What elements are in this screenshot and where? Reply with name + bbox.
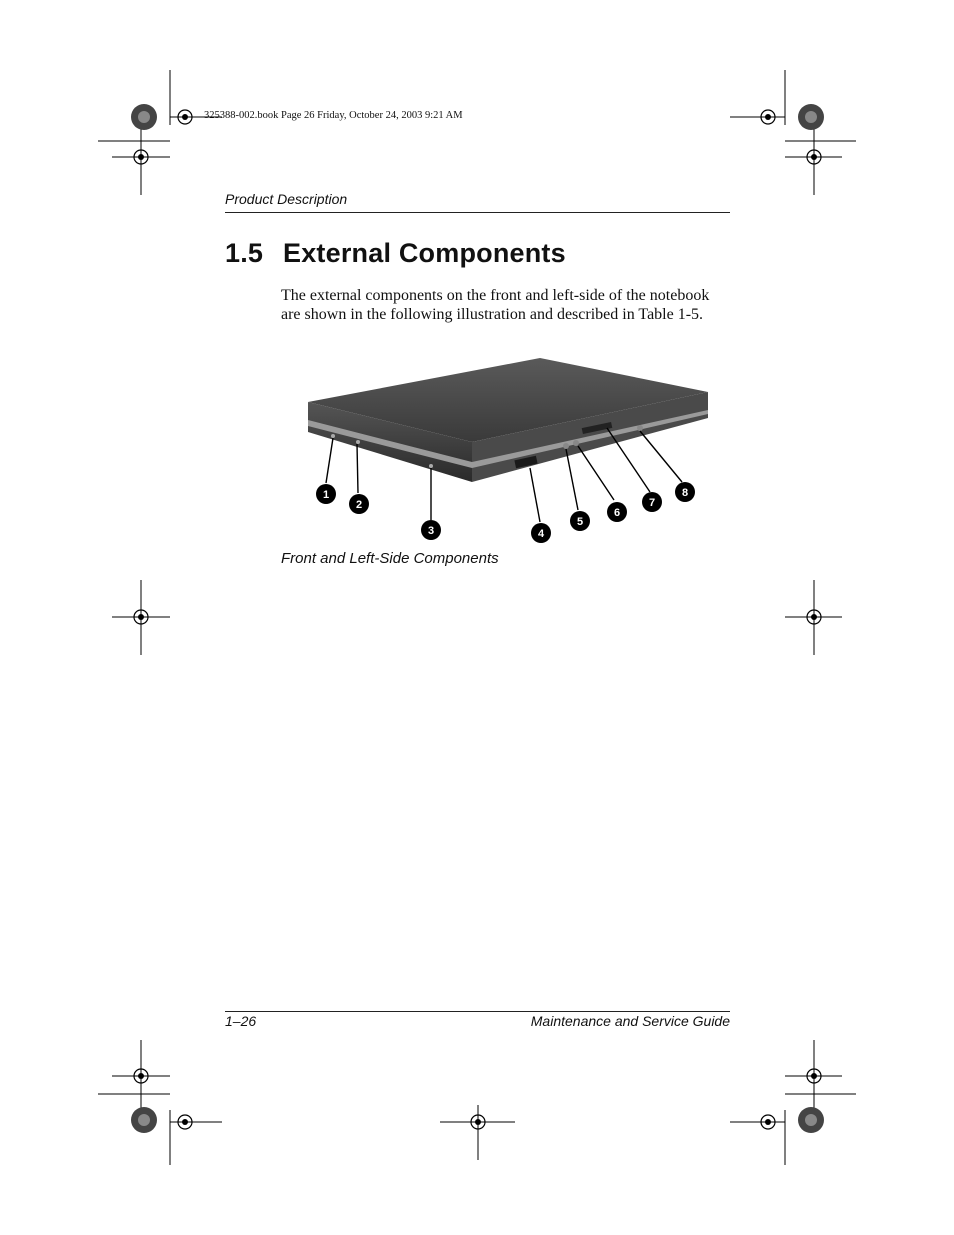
callout-4: 4 xyxy=(537,528,545,540)
section-number: 1.5 xyxy=(225,238,264,268)
callout-8: 8 xyxy=(681,487,689,499)
print-slug: 325388-002.book Page 26 Friday, October 24, 2003 9:21 AM xyxy=(204,110,463,121)
callout-3: 3 xyxy=(427,525,435,537)
header-rule xyxy=(225,212,730,213)
callout-5: 5 xyxy=(576,516,584,528)
body-paragraph: The external components on the front and left-side of the notebook are shown in the following illustration and described in Table 1-5. xyxy=(281,287,710,323)
notebook-illustration xyxy=(300,350,720,550)
callout-2: 2 xyxy=(355,499,363,511)
section-title: External Components xyxy=(283,238,566,268)
section-heading xyxy=(225,238,566,269)
book-title: Maintenance and Service Guide xyxy=(530,1013,730,1029)
callout-6: 6 xyxy=(613,507,621,519)
callout-1: 1 xyxy=(322,489,330,501)
figure-caption: Front and Left-Side Components xyxy=(281,550,499,567)
callout-markers xyxy=(316,482,695,543)
running-head: Product Description xyxy=(225,191,348,207)
callout-7: 7 xyxy=(648,497,656,509)
page-number: 1–26 xyxy=(225,1013,257,1029)
footer-rule xyxy=(225,1011,730,1012)
